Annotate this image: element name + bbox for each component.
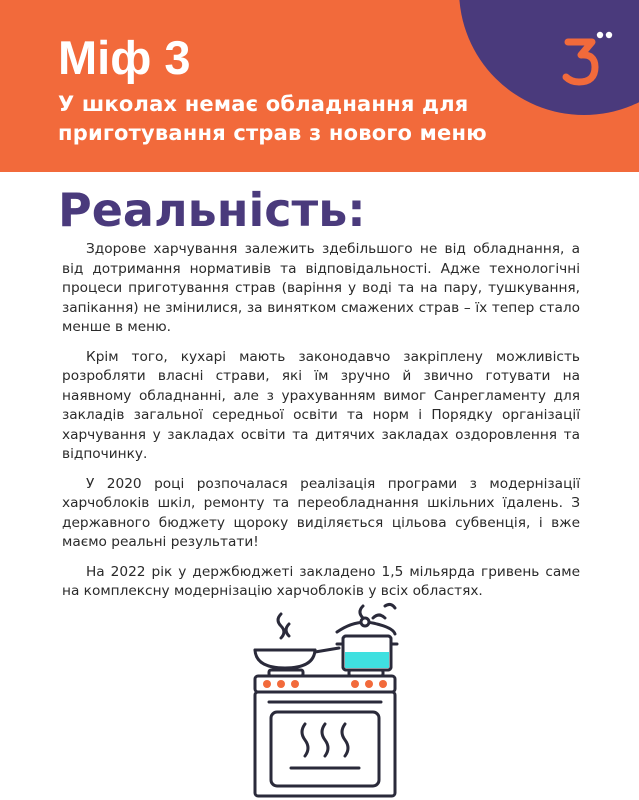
paragraph-program: У 2020 році розпочалася реалізація програми з модернізації харчоблоків шкіл, ремонту та переобладнання шкільних їдалень. З державного бюджету щороку виділяється цільова субвенція, і вже маємо реальні результати! <box>62 475 580 550</box>
paragraph-equipment: Здорове харчування залежить здебільшого не від обладнання, а від дотримання нормативів та відповідальності. Адже технологічні процеси приготування страв (варіння у воді та на пару, тушкування, запікання) не змінилися, за винятком смажених страв – їх тепер стало менше в меню. <box>62 241 580 335</box>
paragraph-cooks: Крім того, кухарі мають законодавчо закріплену можливість розробляти власні страви, які їм зручно й звично готувати на наявному обладнанні, але з урахуванням вимог Санрегламенту для закладів загальної середньої освіти та норм і Порядку організації харчування у закладах освіти та дитячих закладах оздоровлення та відпочинку. <box>62 348 580 462</box>
header-banner <box>0 0 639 172</box>
reality-heading: Реальність: <box>58 183 366 237</box>
stove-icon <box>225 600 425 800</box>
paragraph-budget: На 2022 рік у держбюджеті закладено 1,5 мільярда гривень саме на комплексну модернізацію харчоблоків у всіх областях. <box>62 563 580 599</box>
badge-three-icon <box>562 28 622 88</box>
myth-title: Міф 3 <box>58 31 191 84</box>
myth-subtitle: У школах немає обладнання для приготування страв з нового меню <box>58 92 487 145</box>
body-text <box>62 240 580 612</box>
